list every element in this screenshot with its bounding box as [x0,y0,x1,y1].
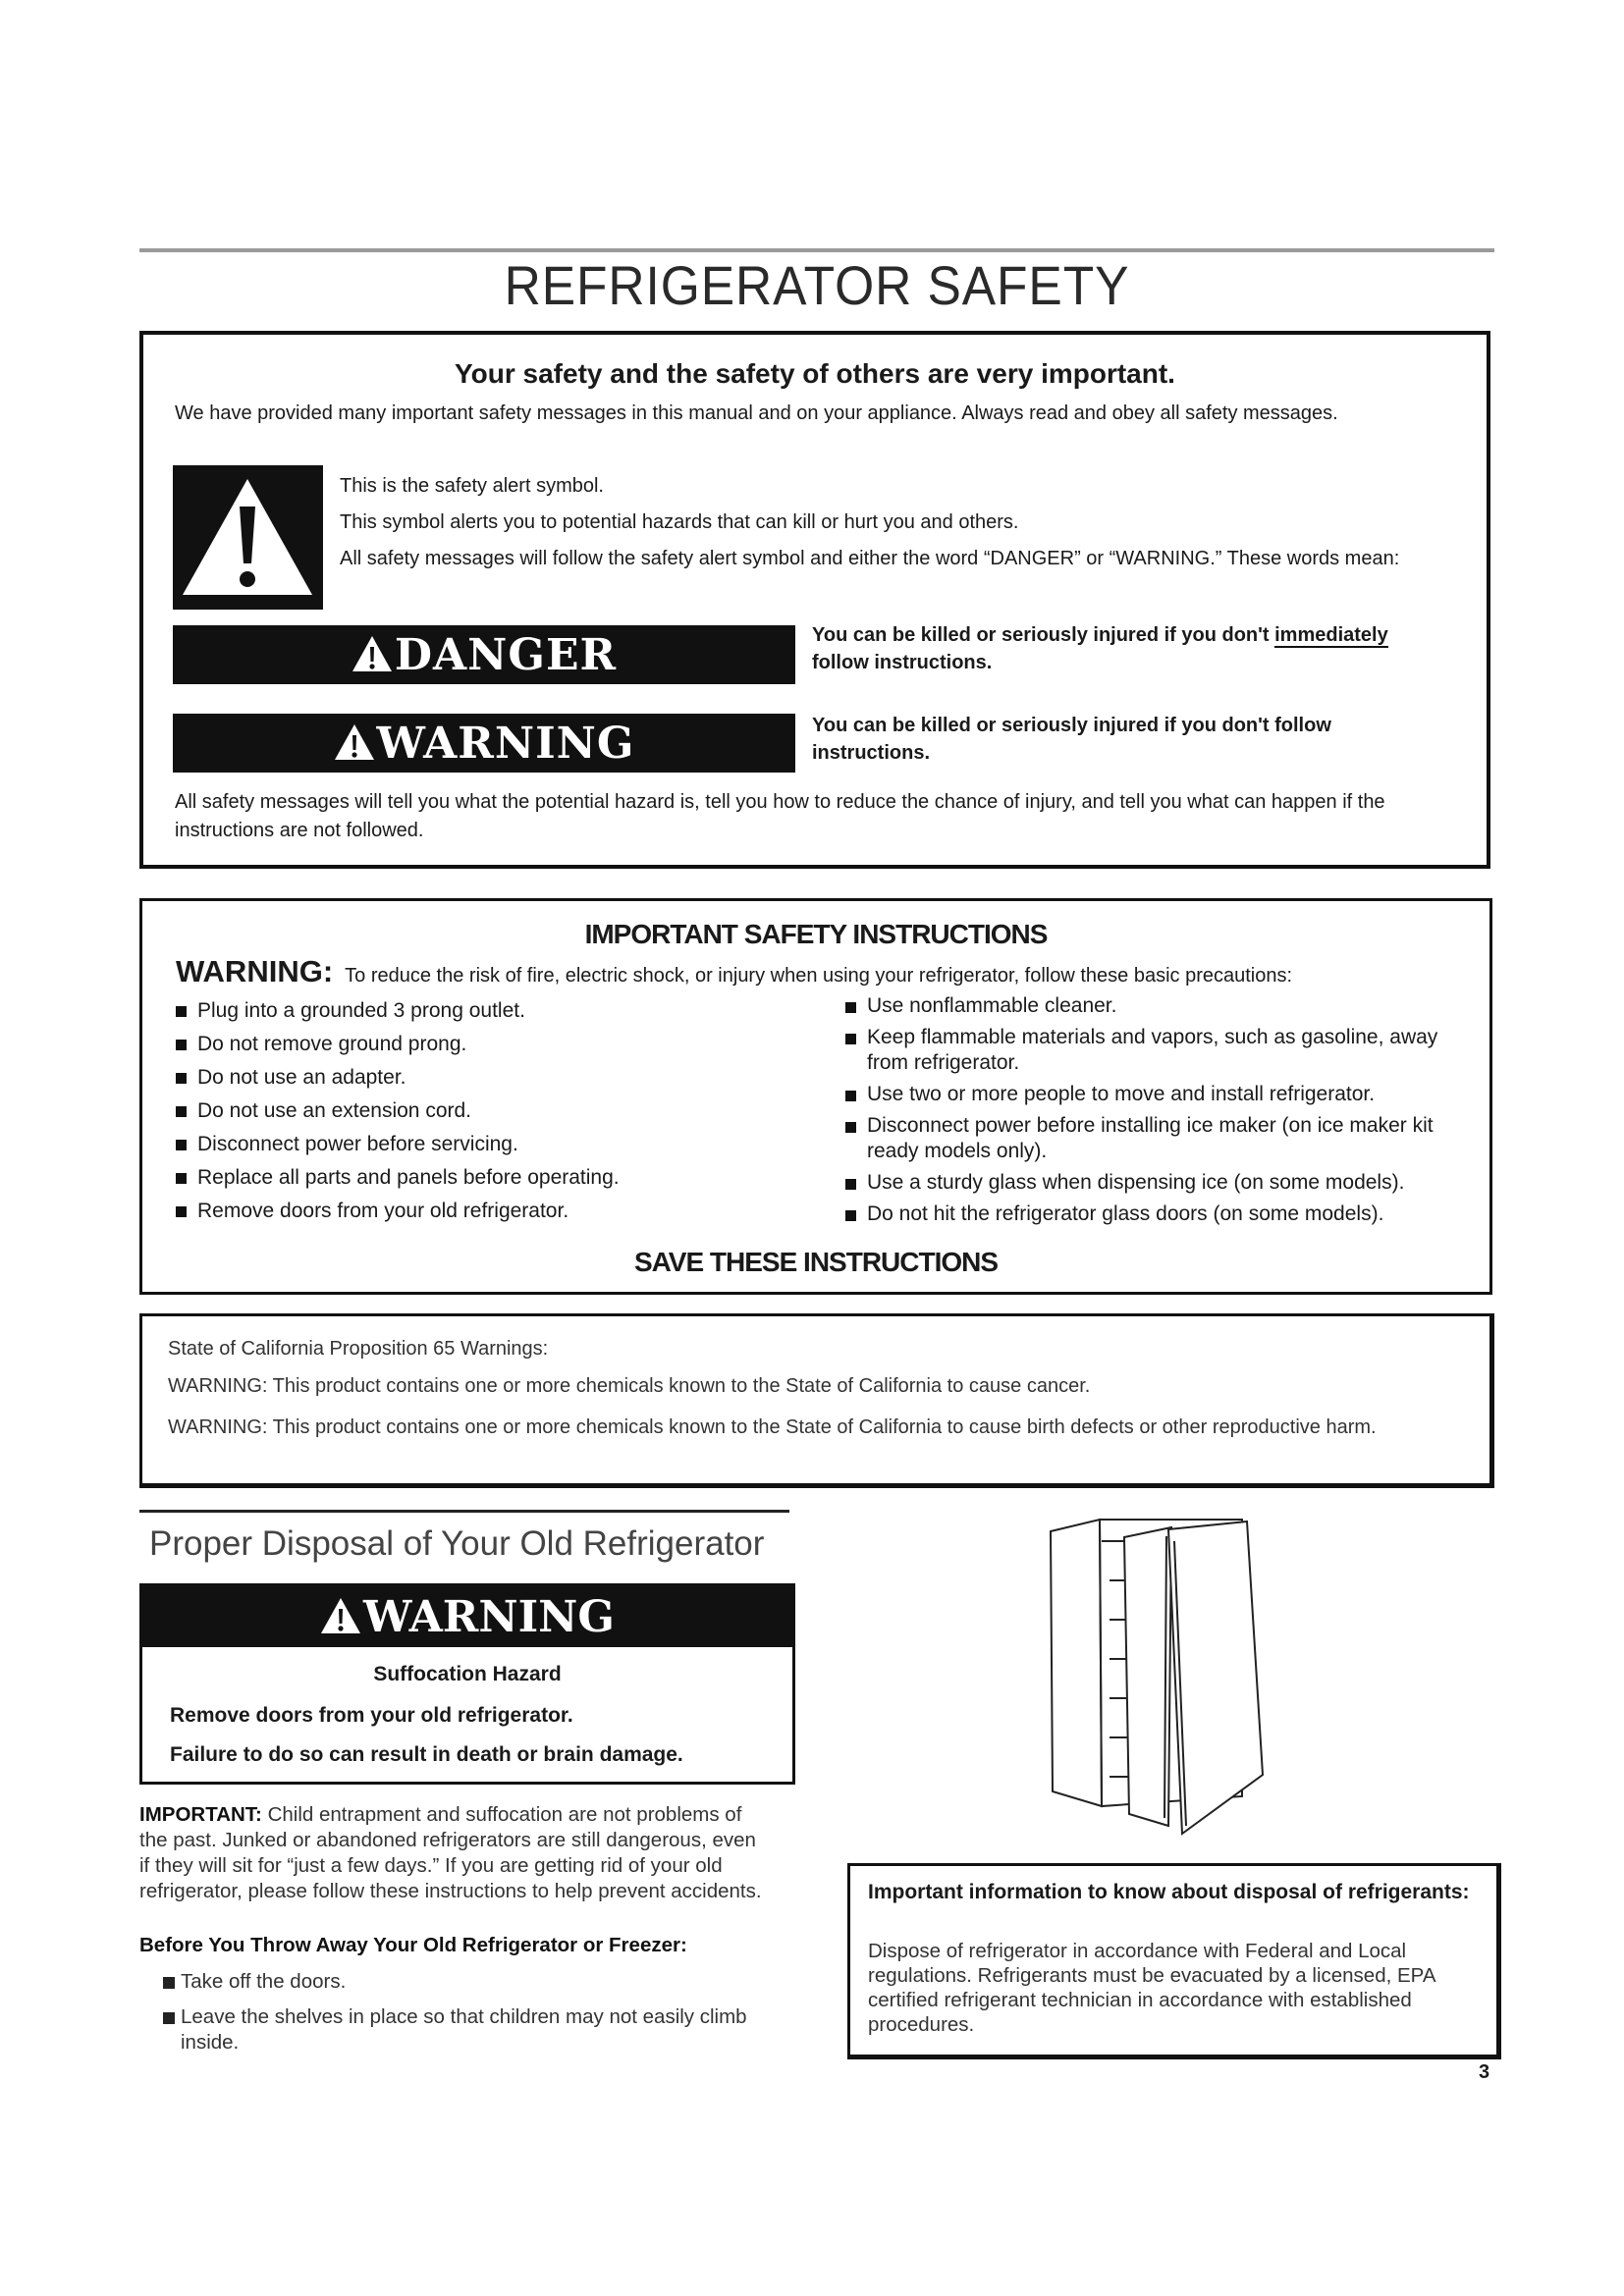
refrigerant-heading: Important information to know about disposal of refrigerants: [868,1881,1470,1903]
precautions-left-list [176,997,804,1231]
instructions-warning [176,955,1472,992]
danger-text-a: You can be killed or seriously injured if you don't [812,624,1275,646]
section-rule [139,1510,789,1513]
refrigerator-illustration [1041,1512,1276,1845]
list-item: Do not use an extension cord. [176,1097,804,1125]
safety-info-box [139,331,1490,869]
list-item: Take off the doors. [163,1969,782,1995]
refrigerant-info-box [847,1863,1501,2059]
warning-label: WARNING [376,719,635,769]
instructions-heading: IMPORTANT SAFETY INSTRUCTIONS [584,919,1048,949]
hazard-title: Suffocation Hazard [373,1663,562,1685]
save-instructions: SAVE THESE INSTRUCTIONS [633,1247,999,1277]
list-item: Use a sturdy glass when dispensing ice (on some models). [845,1170,1474,1196]
warning-text: To reduce the risk of fire, electric shock, or injury when using your refrigerator, follow these basic precautions: [345,965,1293,987]
top-rule [139,248,1494,252]
list-item: Keep flammable materials and vapors, such as gasoline, away from refrigerator. [845,1025,1474,1076]
alert-line: All safety messages will follow the safety alert symbol and either the word “DANGER” or “WARNING.” These words mean: [340,548,1400,569]
precautions-right-list [845,993,1474,1233]
list-item: Leave the shelves in place so that children may not easily climb inside. [163,2004,782,2056]
important-safety-instructions [139,898,1492,1295]
safety-intro: We have provided many important safety messages in this manual and on your appliance. Always read and obey all safety messages. [175,402,1338,424]
danger-signal-word [173,625,795,684]
disposal-title: Proper Disposal of Your Old Refrigerator [149,1524,765,1563]
list-item: Do not hit the refrigerator glass doors (on some models). [845,1201,1474,1227]
warning-triangle-icon [320,1597,361,1634]
warning-triangle-icon [334,723,375,761]
danger-text-emphasis: immediately [1274,624,1388,646]
list-item: Use two or more people to move and install refrigerator. [845,1082,1474,1107]
list-item: Disconnect power before installing ice maker (on ice maker kit ready models only). [845,1113,1474,1164]
list-item: Use nonflammable cleaner. [845,993,1474,1019]
prop65-line: WARNING: This product contains one or more chemicals known to the State of California to cause birth defects or other reproductive harm. [168,1416,1377,1438]
hazard-line: Remove doors from your old refrigerator. [170,1704,573,1727]
warning-description: You can be killed or seriously injured if you don't follow instructions. [812,715,1331,764]
suffocation-warning-box [139,1583,795,1785]
danger-description [812,621,1480,676]
list-item: Do not use an adapter. [176,1064,804,1092]
list-item: Plug into a grounded 3 prong outlet. [176,997,804,1025]
warning-signal-word [142,1586,792,1647]
important-text: Child entrapment and suffocation are not problems of the past. Junked or abandoned refrigerators are still dangerous, even if they will sit for “just a few days.” If you are getting rid of your old refrigerator, please follow these instructions to help prevent accidents. [139,1803,762,1902]
safety-footer: All safety messages will tell you what the potential hazard is, tell you how to reduce the chance of injury, and tell you what can happen if the instructions are not followed. [175,791,1385,841]
warning-triangle-icon [352,635,393,672]
important-paragraph [139,1802,768,1904]
page-title: REFRIGERATOR SAFETY [504,254,1130,316]
danger-text-b: follow instructions. [812,652,993,673]
page-number: 3 [1479,2061,1490,2083]
list-item: Remove doors from your old refrigerator. [176,1198,804,1225]
hazard-line: Failure to do so can result in death or brain damage. [170,1743,683,1766]
list-item: Replace all parts and panels before operating. [176,1164,804,1192]
warning-signal-word [173,714,795,773]
list-item: Disconnect power before servicing. [176,1131,804,1158]
important-label: IMPORTANT: [139,1803,262,1826]
prop65-line: WARNING: This product contains one or more chemicals known to the State of California to cause cancer. [168,1375,1091,1397]
safety-heading: Your safety and the safety of others are very important. [455,358,1175,389]
alert-line: This symbol alerts you to potential hazards that can kill or hurt you and others. [340,511,1019,533]
prop65-title: State of California Proposition 65 Warnings: [168,1338,549,1360]
prop65-box [139,1313,1494,1488]
disposal-steps [163,1969,782,2065]
list-item: Do not remove ground prong. [176,1031,804,1058]
alert-explanation [340,472,1420,581]
before-heading: Before You Throw Away Your Old Refrigerator or Freezer: [139,1934,687,1956]
warning-label: WARNING [363,1592,615,1642]
alert-line: This is the safety alert symbol. [340,475,604,497]
warning-word: WARNING: [176,954,334,988]
refrigerant-text: Dispose of refrigerator in accordance with Federal and Local regulations. Refrigerants must be evacuated by a licensed, EPA certified refrigerant technician in accordance with established procedures. [868,1940,1435,2036]
danger-label: DANGER [394,630,618,680]
safety-alert-icon [173,465,323,610]
